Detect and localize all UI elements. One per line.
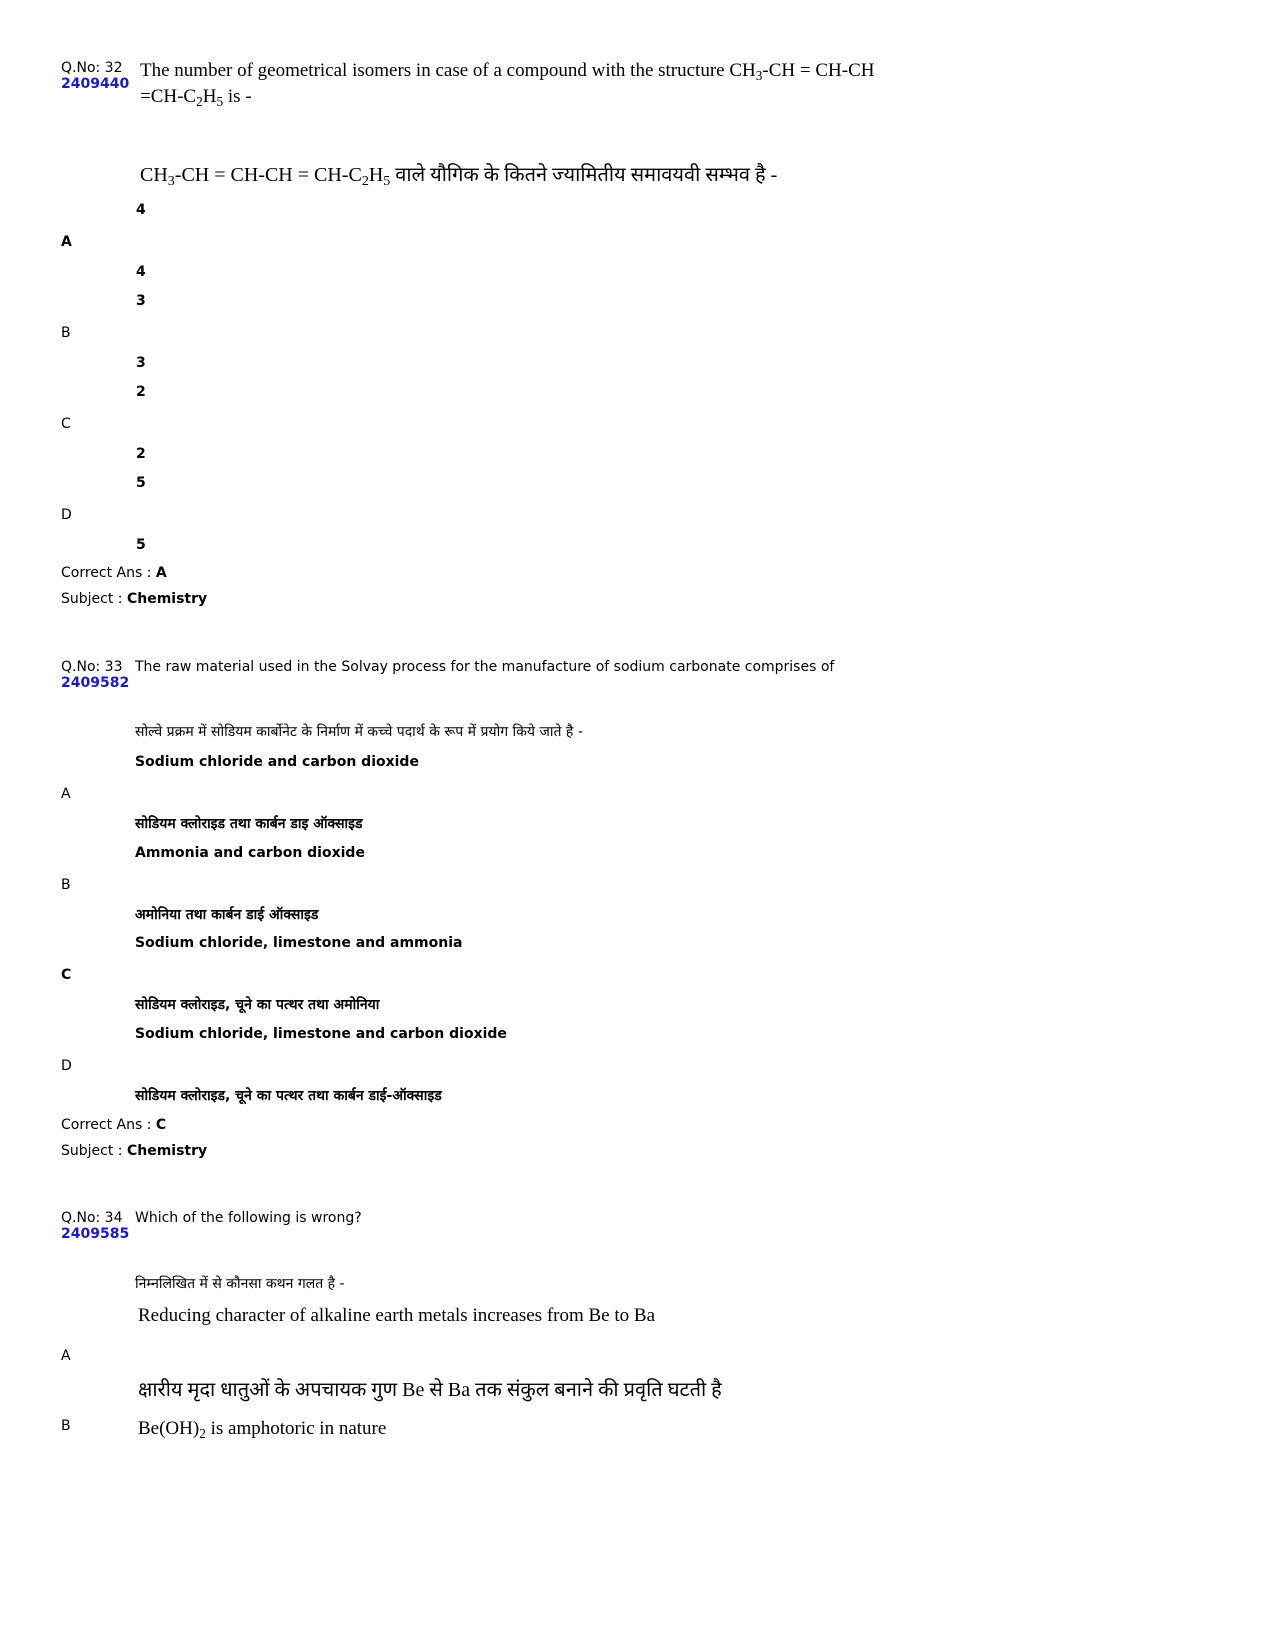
question-number: Q.No: 34 [61,1210,123,1226]
option-d-english: 5 [136,475,146,491]
option-a-hindi: 4 [136,264,146,280]
correct-answer: Correct Ans : A [61,565,167,581]
option-d-label: D [61,507,72,523]
option-b-label: B [61,325,71,341]
question-number: Q.No: 32 [61,60,123,76]
question-text-hindi: $CH_3-CH = CH-CH = CH-C_2H_5$ वाले यौगिक के कितने ज्यामितीय समावयवी सम्भव है - [140,164,778,189]
correct-answer: Correct Ans : C [61,1117,167,1133]
question-number: Q.No: 33 [61,659,123,675]
option-b-english: $Be(OH)_2$ is amphotoric in nature [138,1418,387,1441]
question-id: 2409582 [61,675,130,691]
question-text-english: The number of geometrical isomers in case of a compound with the structure $CH_3-CH = CH-CH$ [140,60,875,83]
option-c-hindi: 2 [136,446,146,462]
option-a-label: A [61,1348,71,1364]
option-b-label: B [61,1418,71,1434]
option-d-hindi: सोडियम क्लोराइड, चूने का पत्थर तथा कार्बन डाई-ऑक्साइड [135,1088,442,1104]
subject: Subject : Chemistry [61,1143,208,1159]
option-c-label: C [61,416,71,432]
option-d-english: Sodium chloride, limestone and carbon dioxide [135,1026,507,1042]
option-b-hindi: अमोनिया तथा कार्बन डाई ऑक्साइड [135,907,319,923]
option-c-label: C [61,967,72,983]
question-text-english: Which of the following is wrong? [135,1210,362,1226]
option-a-label: A [61,234,72,250]
option-a-english: Sodium chloride and carbon dioxide [135,754,419,770]
question-text-english-line2: $=CH-C_2H_5$ is - [140,86,252,109]
option-b-english: 3 [136,293,146,309]
question-id: 2409585 [61,1226,130,1242]
question-text-english: The raw material used in the Solvay process for the manufacture of sodium carbonate comprises of [135,659,835,675]
option-a-english: Reducing character of alkaline earth metals increases from Be to Ba [138,1305,655,1326]
option-b-english: Ammonia and carbon dioxide [135,845,365,861]
option-b-label: B [61,877,71,893]
option-c-english: Sodium chloride, limestone and ammonia [135,935,463,951]
option-d-label: D [61,1058,72,1074]
option-b-hindi: 3 [136,355,146,371]
option-c-english: 2 [136,384,146,400]
option-a-hindi: क्षारीय मृदा धातुओं के अपचायक गुण Be से Ba तक संकुल बनाने की प्रवृति घटती है [138,1379,722,1401]
option-c-hindi: सोडियम क्लोराइड, चूने का पत्थर तथा अमोनिया [135,997,380,1013]
option-a-english: 4 [136,202,146,218]
question-text-hindi: निम्नलिखित में से कौनसा कथन गलत है - [135,1276,345,1292]
option-a-label: A [61,786,71,802]
question-id: 2409440 [61,76,130,92]
option-a-hindi: सोडियम क्लोराइड तथा कार्बन डाइ ऑक्साइड [135,816,363,832]
subject: Subject : Chemistry [61,591,208,607]
question-text-hindi: सोल्वे प्रक्रम में सोडियम कार्बोनेट के निर्माण में कच्चे पदार्थ के रूप में प्रयोग किये जाते है - [135,724,583,740]
option-d-hindi: 5 [136,537,146,553]
